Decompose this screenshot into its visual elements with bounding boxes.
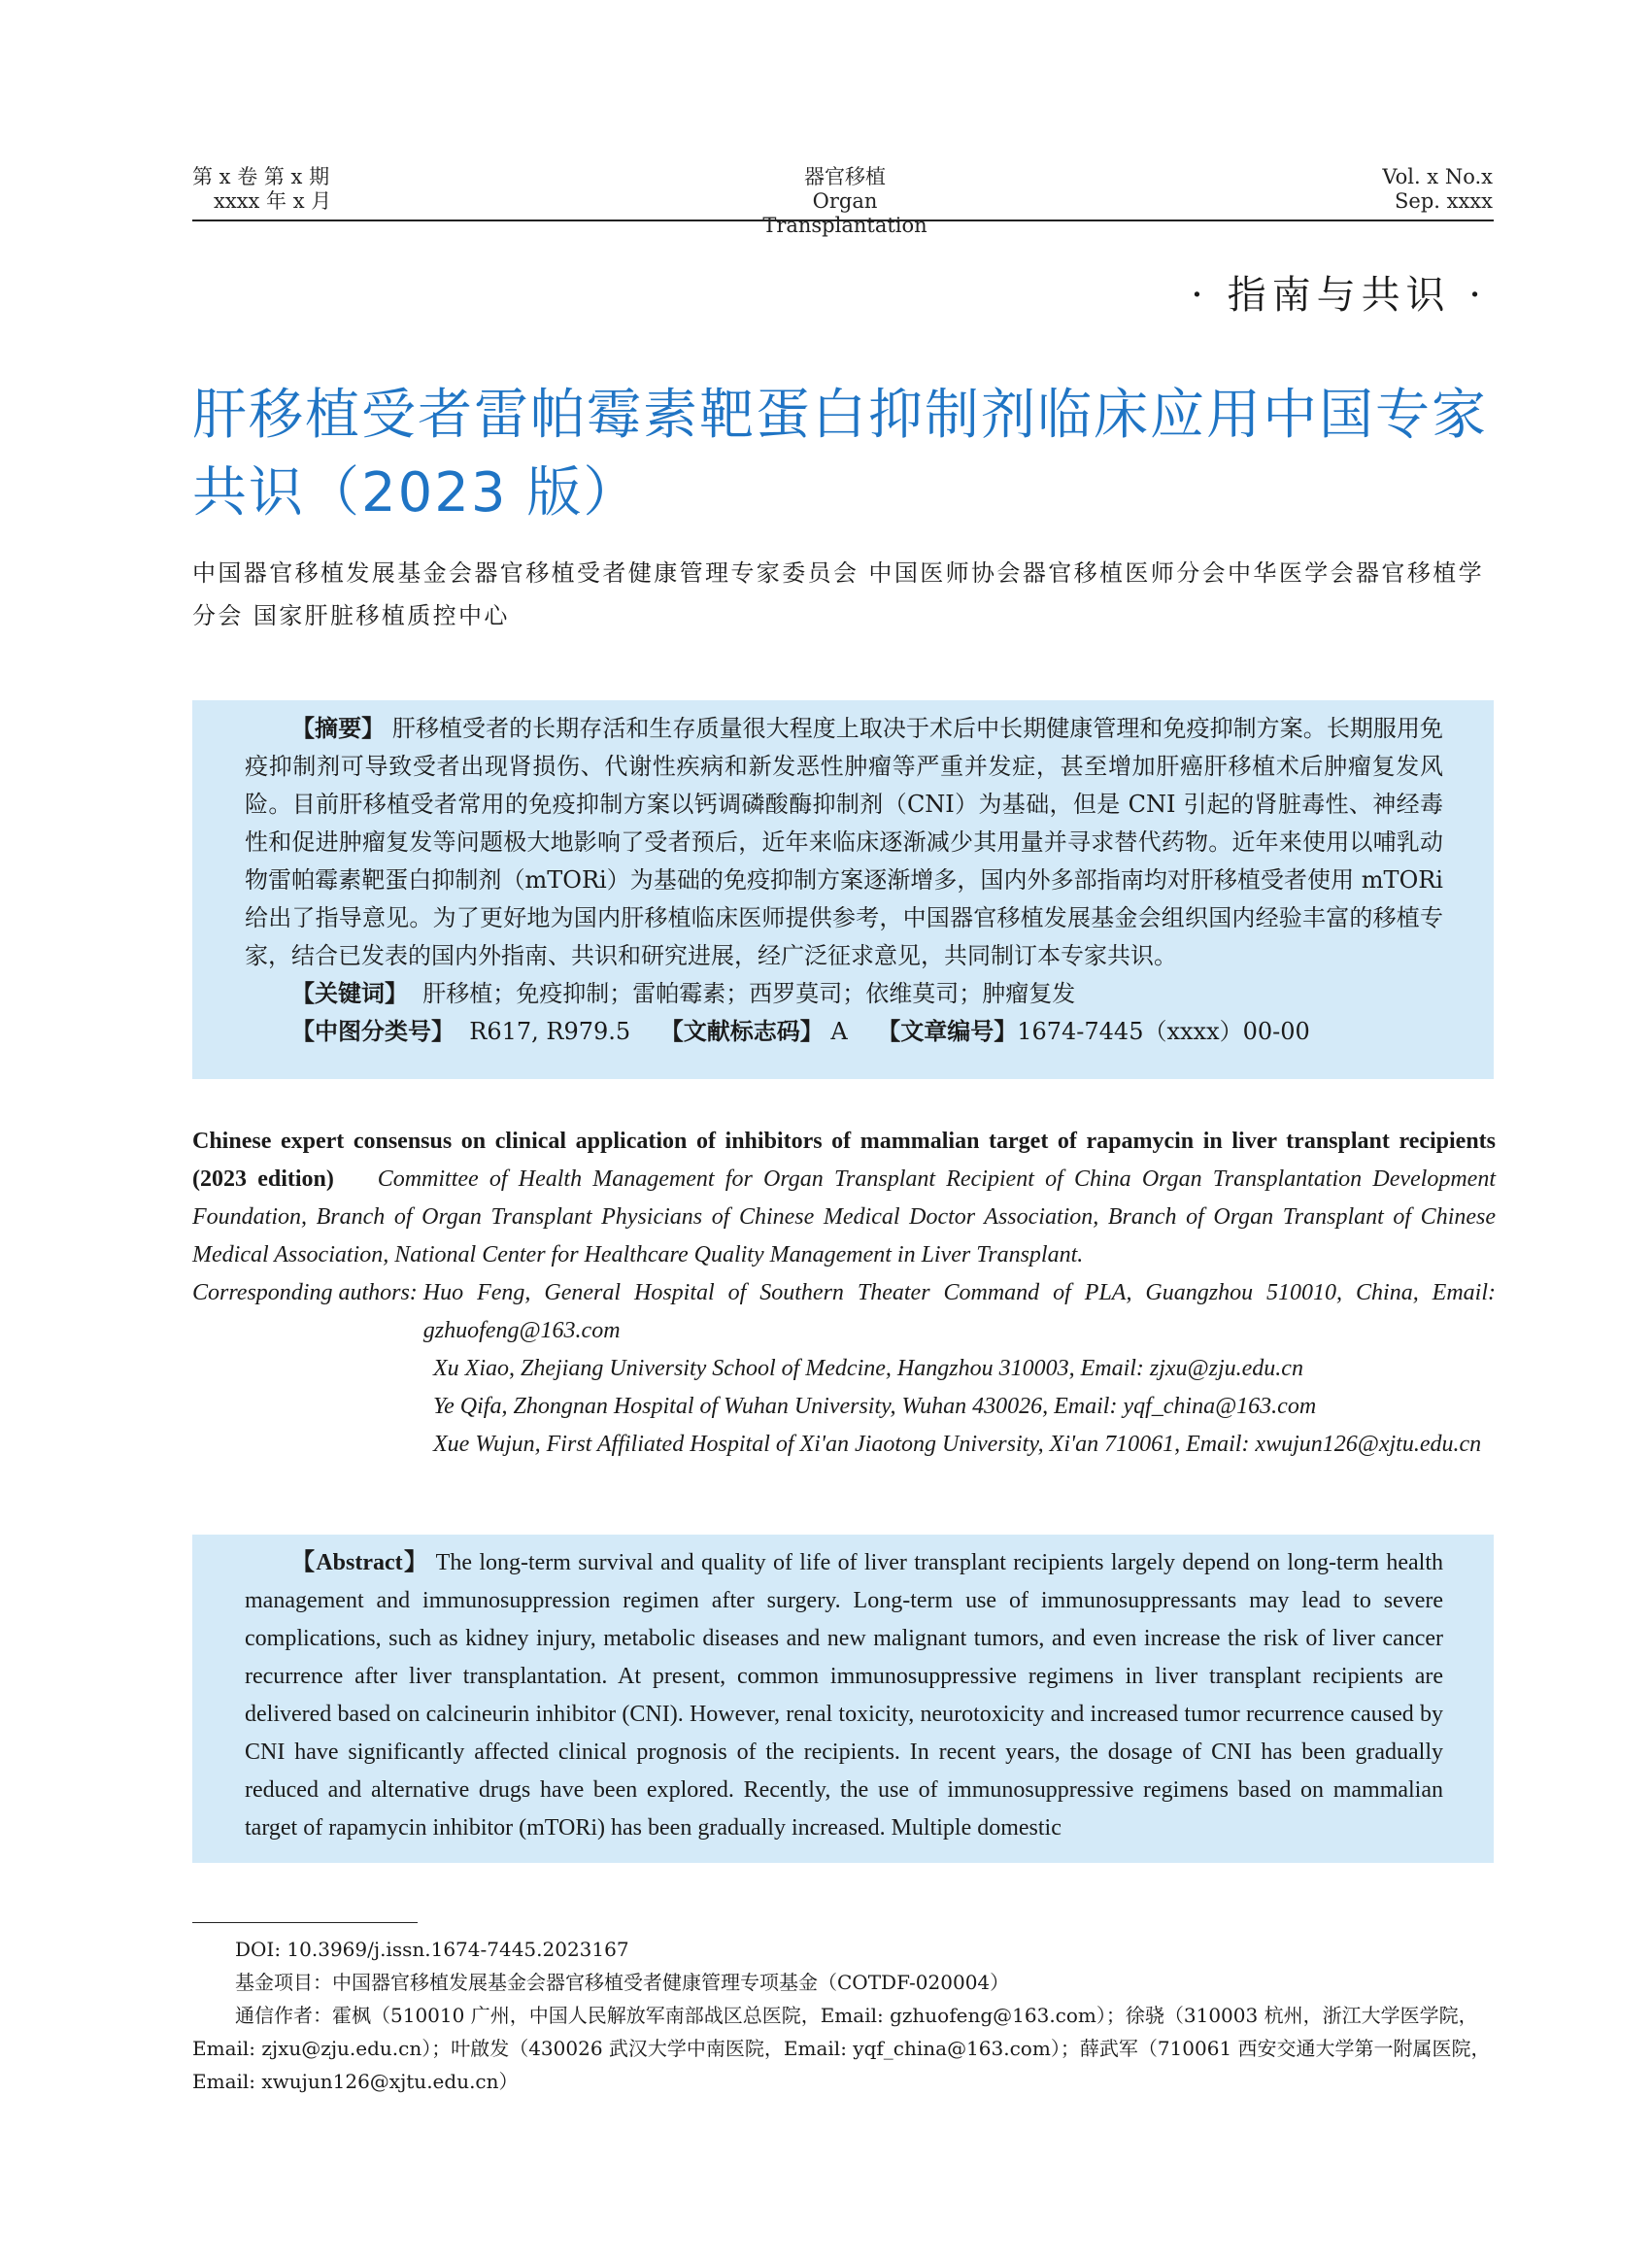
keywords-line	[245, 975, 1443, 1013]
doccode: A	[830, 1018, 848, 1045]
corr-author-3: Ye Qifa, Zhongnan Hospital of Wuhan University, Wuhan 430026, Email: yqf_china@163.com	[433, 1394, 1317, 1419]
article-no: 1674-7445（xxxx）00-00	[1017, 1018, 1310, 1045]
article-no-label: 【文章编号】	[877, 1018, 1018, 1045]
english-committee: Committee of Health Management for Organ Transplant Recipient of China Organ Transplantation Development Foundation, Branch of Organ Transplant Physicians of Chinese Medical Doctor Association, Branch of Organ Transplant of Chinese Medical Association, National Center for Healthcare Quality Management in Liver Transplant.	[192, 1166, 1496, 1267]
clc-number: R617, R979.5	[469, 1018, 631, 1045]
doccode-label: 【文献标志码】	[659, 1018, 824, 1045]
footnote-fund: 基金项目：中国器官移植发展基金会器官移植受者健康管理专项基金（COTDF-020004）	[235, 1971, 1010, 1994]
corr-author-1: Huo Feng, General Hospital of Southern Theater Command of PLA, Guangzhou 510010, China, Email: gzhuofeng@163.com	[422, 1280, 1496, 1343]
abstract-cn-paragraph	[245, 710, 1443, 975]
running-header-center	[738, 165, 952, 238]
column-label: · 指南与共识 ·	[1191, 273, 1487, 318]
vol-no: Vol. x No.x	[1382, 165, 1493, 188]
english-title: Chinese expert consensus on clinical application of inhibitors of mammalian target of rapamycin in liver transplant recipients (2023 edition)	[192, 1129, 1496, 1192]
classification-line	[245, 1013, 1443, 1051]
keywords-label: 【关键词】	[291, 980, 408, 1007]
header-rule	[192, 220, 1494, 221]
abstract-en	[245, 1544, 1443, 1847]
issue-month: Sep. xxxx	[1395, 189, 1493, 213]
english-front-matter	[192, 1123, 1496, 1464]
footnotes	[192, 1933, 1496, 2098]
clc-label: 【中图分类号】	[291, 1018, 455, 1045]
journal-name-en: Organ Transplantation	[762, 189, 927, 237]
footnote-rule	[192, 1922, 418, 1923]
journal-name-cn: 器官移植	[804, 165, 886, 188]
abstract-cn-text: 肝移植受者的长期存活和生存质量很大程度上取决于术后中长期健康管理和免疫抑制方案。长期服用免疫抑制剂可导致受者出现肾损伤、代谢性疾病和新发恶性肿瘤等严重并发症，甚至增加肝癌肝移植术后肿瘤复发风险。目前肝移植受者常用的免疫抑制方案以钙调磷酸酶抑制剂（CNI）为基础，但是 CNI 引起的肾脏毒性、神经毒性和促进肿瘤复发等问题极大地影响了受者预后，近年来临床逐渐减少其用量并寻求替代药物。近年来使用以哺乳动物雷帕霉素靶蛋白抑制剂（mTORi）为基础的免疫抑制方案逐渐增多，国内外多部指南均对肝移植受者使用 mTORi 给出了指导意见。为了更好地为国内肝移植临床医师提供参考，中国器官移植发展基金会组织国内经验丰富的移植专家，结合已发表的国内外指南、共识和研究进展，经广泛征求意见，共同制订本专家共识。	[245, 715, 1444, 969]
abstract-en-text: The long-term survival and quality of life of liver transplant recipients largely depend on long-term health management and immunosuppression regimen after surgery. Long-term use of immunosuppressants may lead to severe complications, such as kidney injury, metabolic diseases and new malignant tumors, and even increase the risk of liver cancer recurrence after liver transplantation. At present, common immunosuppressive regimens in liver transplant recipients are delivered based on calcineurin inhibitor (CNI). However, renal toxicity, neurotoxicity and increased tumor recurrence caused by CNI have significantly affected clinical prognosis of the recipients. In recent years, the dosage of CNI has been gradually reduced and alternative drugs have been explored. Recently, the use of immunosuppressive regimens based on mammalian target of rapamycin inhibitor (mTORi) has been gradually increased. Multiple domestic	[245, 1550, 1444, 1841]
corresponding-authors	[192, 1274, 1496, 1350]
paper-title: 肝移植受者雷帕霉素靶蛋白抑制剂临床应用中国专家共识（2023 版）	[192, 384, 1488, 524]
english-title-paragraph	[192, 1123, 1496, 1274]
corr-author-4: Xue Wujun, First Affiliated Hospital of Xi'an Jiaotong University, Xi'an 710061, Email: xwujun126@xjtu.edu.cn	[433, 1432, 1482, 1457]
abstract-cn	[245, 710, 1443, 1051]
authors-cn: 中国器官移植发展基金会器官移植受者健康管理专家委员会 中国医师协会器官移植医师分会中华医学会器官移植学分会 国家肝脏移植质控中心	[192, 559, 1485, 629]
running-header-right	[1382, 165, 1493, 214]
running-header-left	[192, 165, 331, 214]
volume-issue: 第 x 卷 第 x 期	[192, 165, 330, 188]
abstract-cn-label: 【摘要】	[291, 715, 386, 742]
abstract-en-paragraph	[245, 1544, 1443, 1847]
corr-label: Corresponding authors:	[192, 1280, 418, 1305]
abstract-en-label: 【Abstract】	[291, 1550, 429, 1575]
issue-date: xxxx 年 x 月	[214, 189, 332, 213]
footnote-corr: 通信作者：霍枫（510010 广州，中国人民解放军南部战区总医院，Email: gzhuofeng@163.com）；徐骁（310003 杭州，浙江大学医学院，Email: zjxu@zju.edu.cn）；叶啟发（430026 武汉大学中南医院，Email: yqf_china@163.com）；薛武军（710061 西安交通大学第一附属医院，Email: xwujun126@xjtu.edu.cn）	[192, 2004, 1491, 2093]
corr-author-2: Xu Xiao, Zhejiang University School of Medcine, Hangzhou 310003, Email: zjxu@zju.edu.cn	[433, 1356, 1303, 1381]
footnote-doi: DOI: 10.3969/j.issn.1674-7445.2023167	[235, 1938, 629, 1961]
keywords: 肝移植；免疫抑制；雷帕霉素；西罗莫司；依维莫司；肿瘤复发	[422, 980, 1076, 1007]
